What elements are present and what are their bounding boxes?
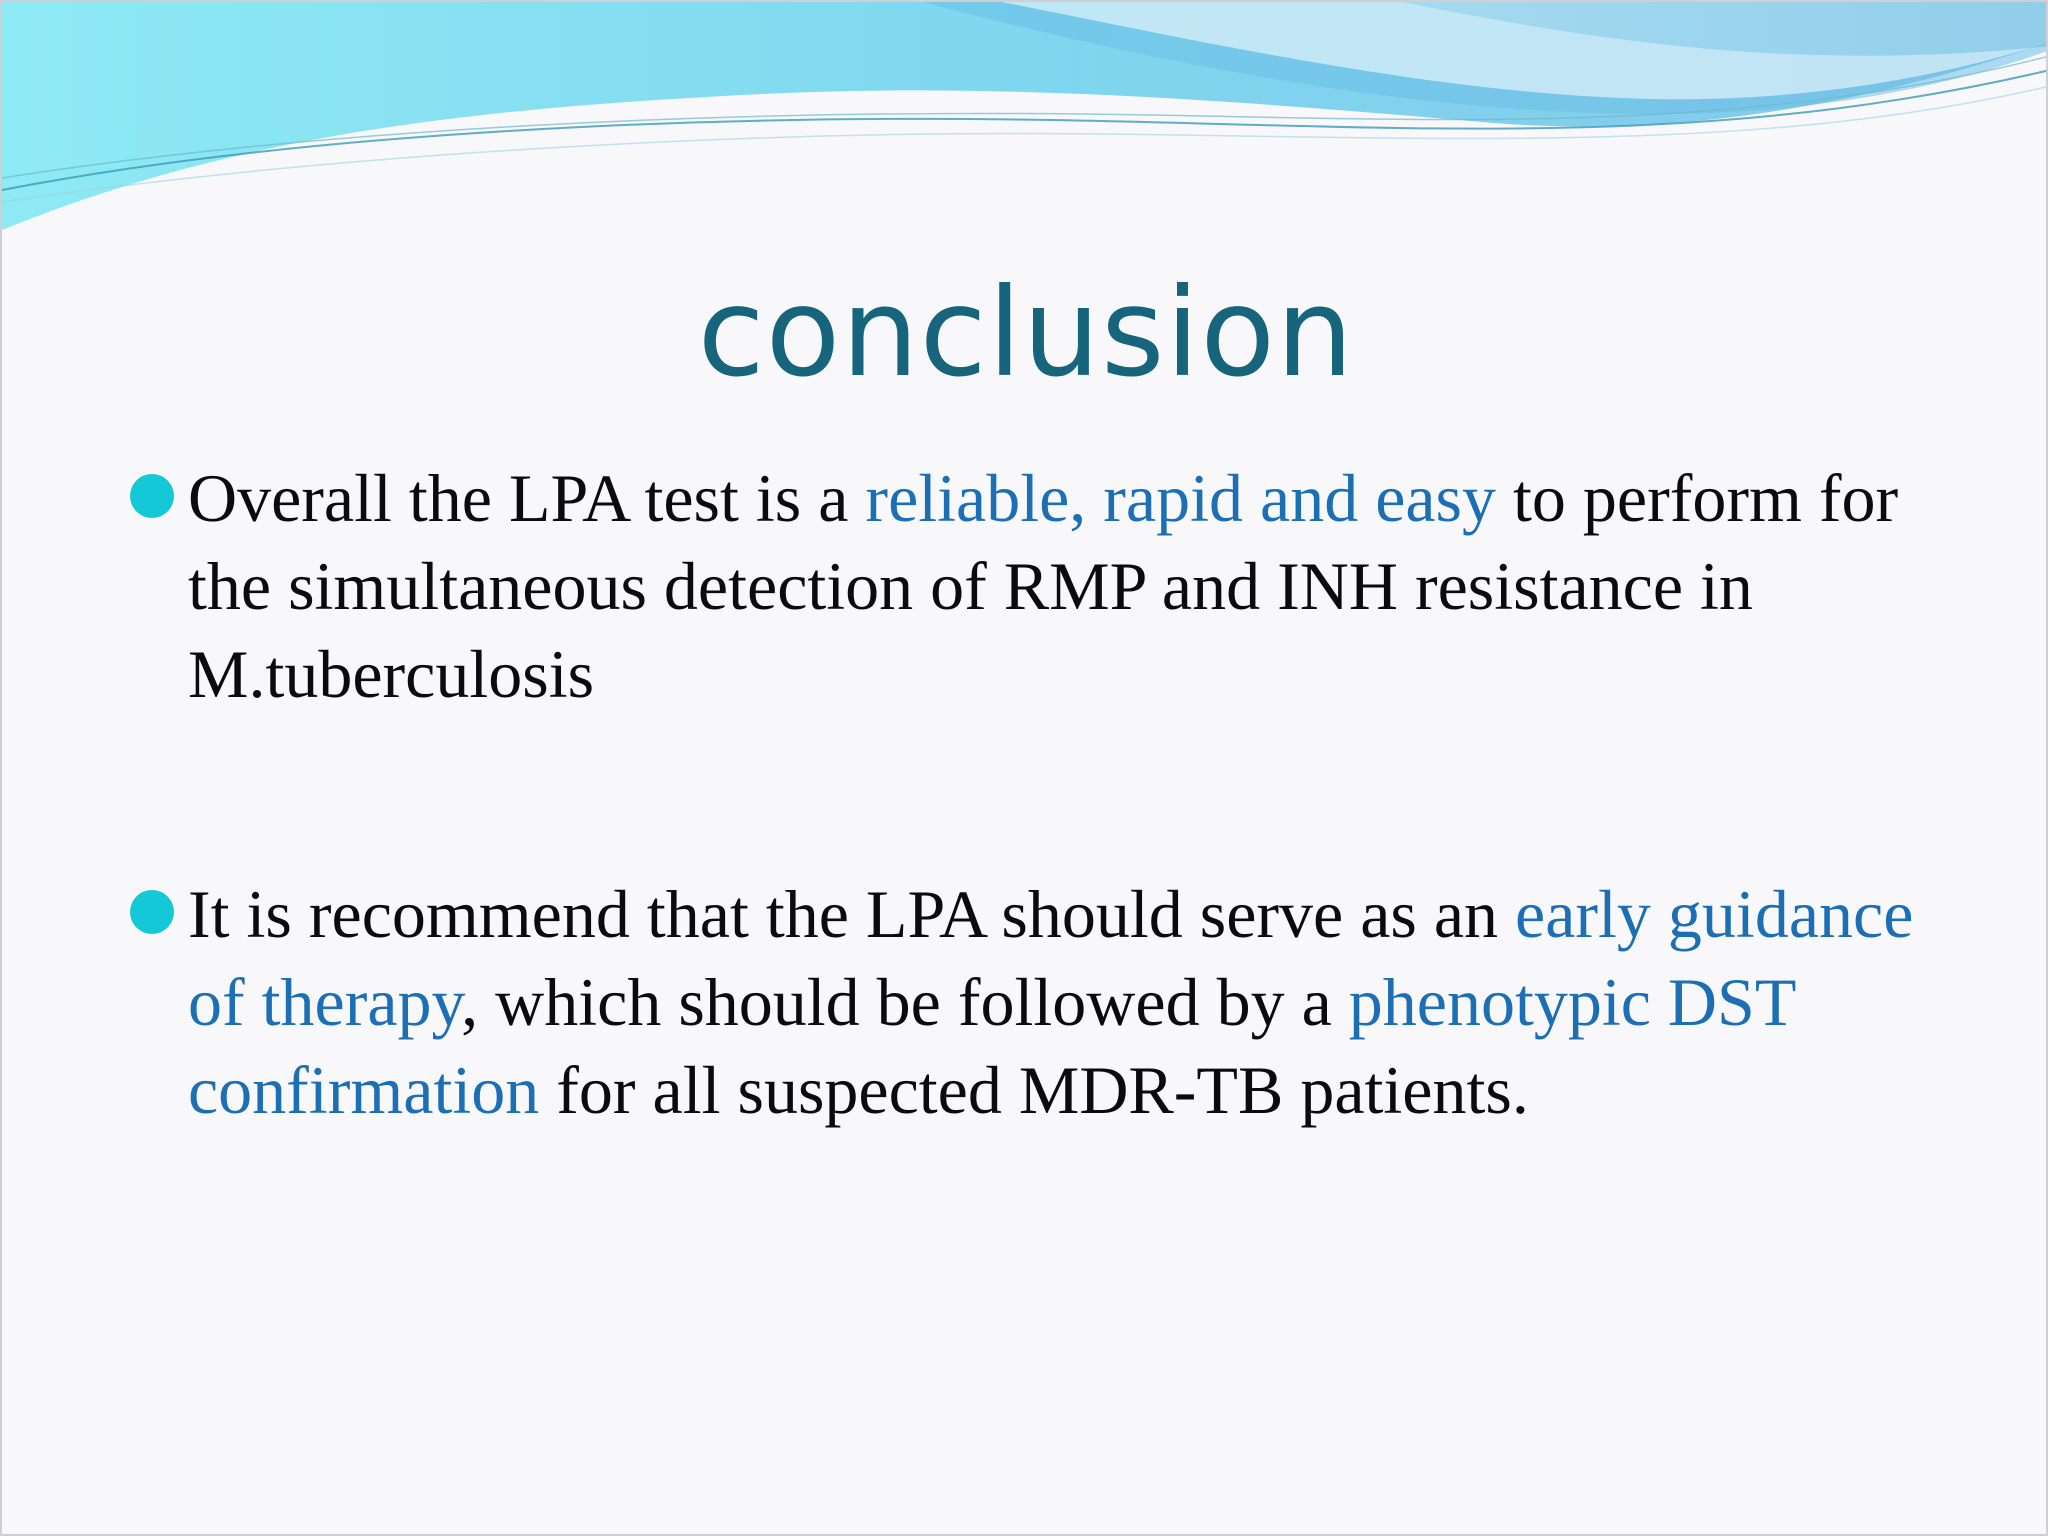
bullet-item-lpa-overall — [130, 454, 1960, 718]
bullet-text: for all suspected MDR-TB patients. — [539, 1052, 1529, 1128]
highlight-text: reliable, rapid and easy — [865, 460, 1497, 536]
highlight-text: phenotypic DST confirmation — [188, 964, 1796, 1128]
bullet-text: Overall the LPA test is a — [188, 460, 866, 536]
bullet-dot-icon — [130, 890, 174, 934]
bullet-text: , which should be followed by a — [461, 964, 1349, 1040]
slide-title: conclusion — [697, 262, 1355, 404]
wave-banner-decoration — [2, 2, 2048, 242]
bullet-text: It is recommend that the LPA should serve as an — [188, 876, 1516, 952]
bullet-list — [130, 454, 1960, 1134]
highlight-text: early guidance of therapy — [188, 876, 1914, 1040]
bullet-text: to perform for the simultaneous detection of RMP and INH resistance in M.tuberculosis — [188, 460, 1899, 712]
bullet-item-lpa-recommendation — [130, 870, 1960, 1134]
bullet-dot-icon — [130, 474, 174, 518]
